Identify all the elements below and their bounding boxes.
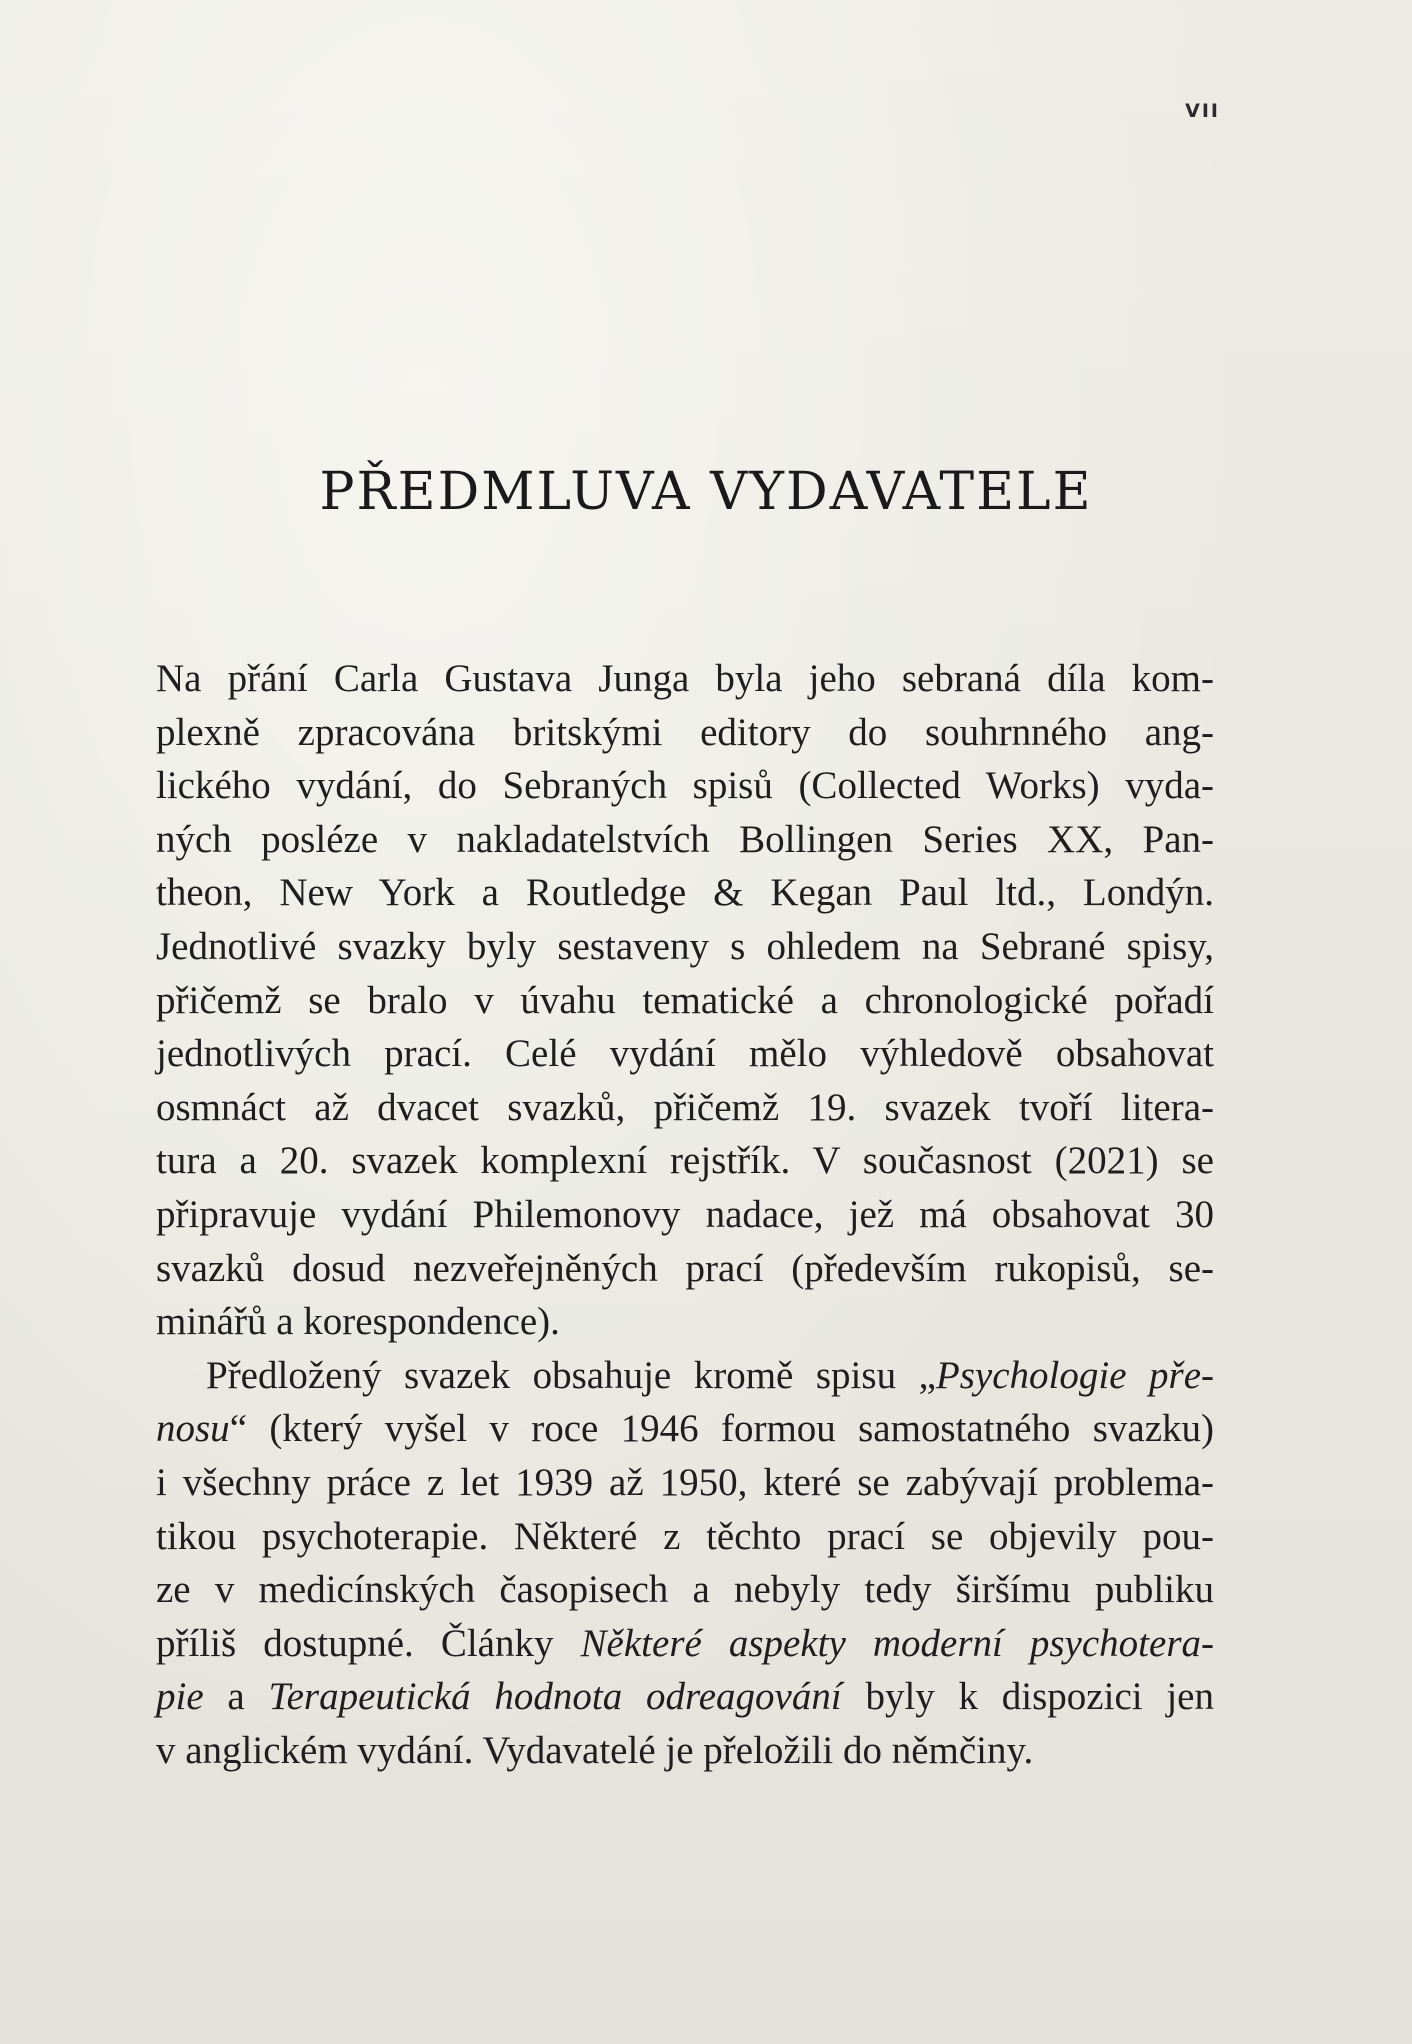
text-line: lického vydání, do Sebraných spisů (Collected Works) vyda-: [156, 764, 1214, 808]
text-line: připravuje vydání Philemonovy nadace, jež má obsahovat 30: [156, 1192, 1214, 1236]
text-line: plexně zpracována britskými editory do souhrnného ang-: [156, 710, 1214, 754]
text-line: tura a 20. svazek komplexní rejstřík. V současnost (2021) se: [156, 1139, 1214, 1183]
text-line: Jednotlivé svazky byly sestaveny s ohledem na Sebrané spisy,: [156, 924, 1214, 968]
text-segment: a: [203, 1675, 269, 1719]
text-line: [156, 1349, 1214, 1403]
italic-title: Terapeutická hodnota odreagování: [268, 1675, 842, 1719]
text-line: ze v medicínských časopisech a nebyly tedy širšímu publiku: [156, 1568, 1214, 1612]
text-line: [156, 1670, 1214, 1724]
text-segment: byly k dispozici jen: [841, 1675, 1214, 1719]
text-line: jednotlivých prací. Celé vydání mělo výhledově obsahovat: [156, 1032, 1214, 1076]
text-line: Na přání Carla Gustava Junga byla jeho sebraná díla kom-: [156, 657, 1214, 700]
text-line: minářů a korespondence).: [156, 1300, 560, 1344]
text-line: [156, 1617, 1214, 1671]
text-segment: “ (který vyšel v roce 1946 formou samostatného svazku): [229, 1407, 1214, 1451]
italic-title: Některé aspekty moderní psychotera-: [580, 1621, 1214, 1665]
text-segment: Předložený svazek obsahuje kromě spisu „: [206, 1353, 936, 1397]
text-line: i všechny práce z let 1939 až 1950, které se zabývají problema-: [156, 1460, 1214, 1504]
text-line: v anglickém vydání. Vydavatelé je přeložili do němčiny.: [156, 1728, 1034, 1772]
text-line: ných posléze v nakladatelstvích Bollingen Series XX, Pan-: [156, 817, 1214, 861]
text-line: přičemž se bralo v úvahu tematické a chronologické pořadí: [156, 978, 1214, 1022]
text-line: tikou psychoterapie. Některé z těchto prací se objevily pou-: [156, 1514, 1214, 1558]
text-line: svazků dosud nezveřejněných prací (především rukopisů, se-: [156, 1246, 1214, 1290]
body-text: [156, 652, 1214, 1777]
text-line: theon, New York a Routledge & Kegan Paul ltd., Londýn.: [156, 871, 1214, 915]
text-segment: příliš dostupné. Články: [156, 1621, 581, 1665]
italic-title: pie: [156, 1675, 204, 1719]
italic-title: nosu: [156, 1407, 230, 1451]
italic-title: Psychologie pře-: [935, 1353, 1214, 1397]
paragraph-2: [156, 1349, 1214, 1778]
text-line: osmnáct až dvacet svazků, přičemž 19. svazek tvoří litera-: [156, 1085, 1214, 1129]
text-line: [156, 1402, 1214, 1456]
chapter-title: PŘEDMLUVA VYDAVATELE: [319, 462, 1093, 522]
paragraph-1: [156, 652, 1214, 1349]
page-number: VII: [1185, 100, 1220, 122]
